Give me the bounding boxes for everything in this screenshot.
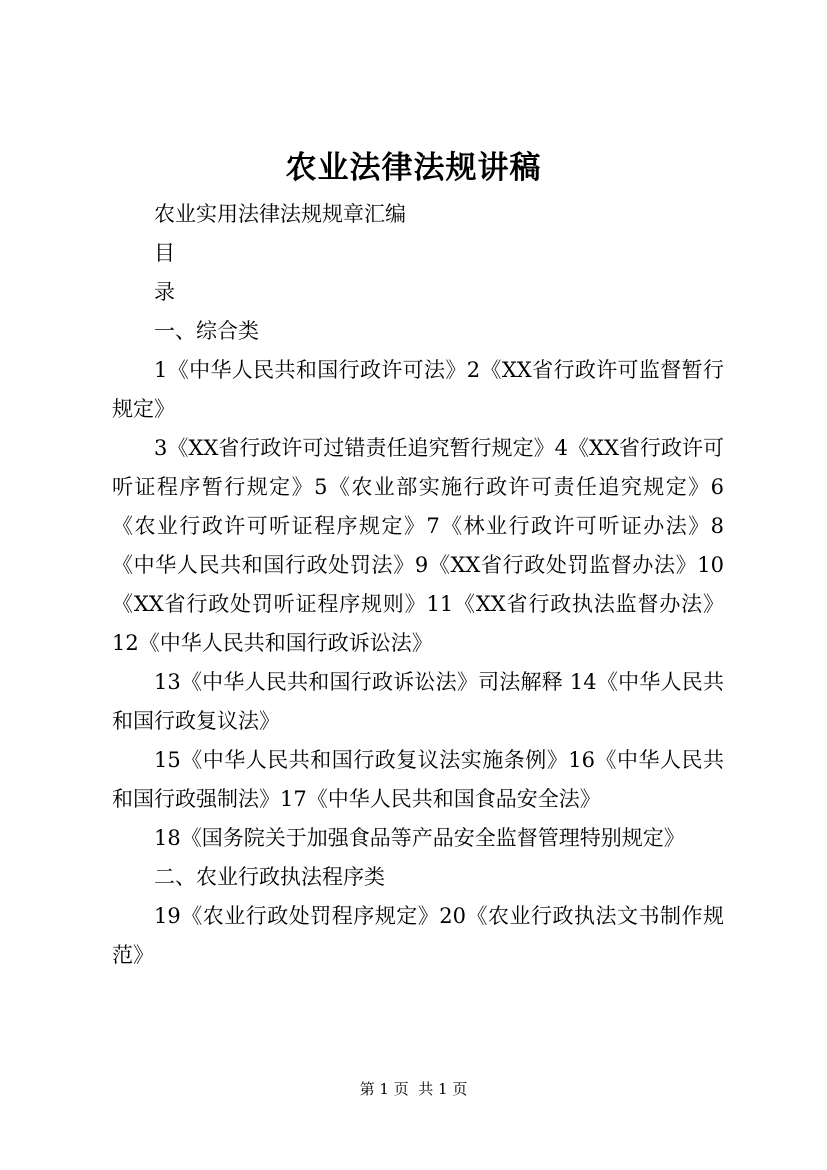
page-footer (0, 1078, 827, 1100)
toc-paragraph: 1《中华人民共和国行政许可法》2《XX省行政许可监督暂行规定》 (112, 358, 724, 421)
toc-paragraph: 3《XX省行政许可过错责任追究暂行规定》4《XX省行政许可听证程序暂行规定》5《农业部实施行政许可责任追究规定》6《农业行政许可听证程序规定》7《林业行政许可听证办法》8《中华人民共和国行政处罚法》9《XX省行政处罚监督办法》10《XX省行政处罚听证程序规则》11《XX省行政执法监督办法》12《中华人民共和国行政诉讼法》 (112, 436, 724, 655)
section-heading-general: 一、综合类 (154, 319, 259, 343)
toc-heading-part-2: 录 (154, 280, 175, 304)
toc-heading-part-1: 目 (154, 241, 175, 265)
toc-paragraph: 15《中华人民共和国行政复议法实施条例》16《中华人民共和国行政强制法》17《中华人民共和国食品安全法》 (112, 748, 724, 811)
document-body (112, 195, 724, 975)
toc-paragraph: 13《中华人民共和国行政诉讼法》司法解释 14《中华人民共和国行政复议法》 (112, 670, 724, 733)
page-number-label: 第 1 页 共 1 页 (359, 1080, 468, 1098)
document-title: 农业法律法规讲稿 (285, 150, 542, 186)
toc-paragraph: 18《国务院关于加强食品等产品安全监督管理特别规定》 (154, 826, 685, 850)
toc-paragraph: 19《农业行政处罚程序规定》20《农业行政执法文书制作规范》 (112, 904, 724, 967)
subtitle-paragraph: 农业实用法律法规规章汇编 (154, 202, 406, 226)
section-heading-procedure: 二、农业行政执法程序类 (154, 865, 385, 889)
